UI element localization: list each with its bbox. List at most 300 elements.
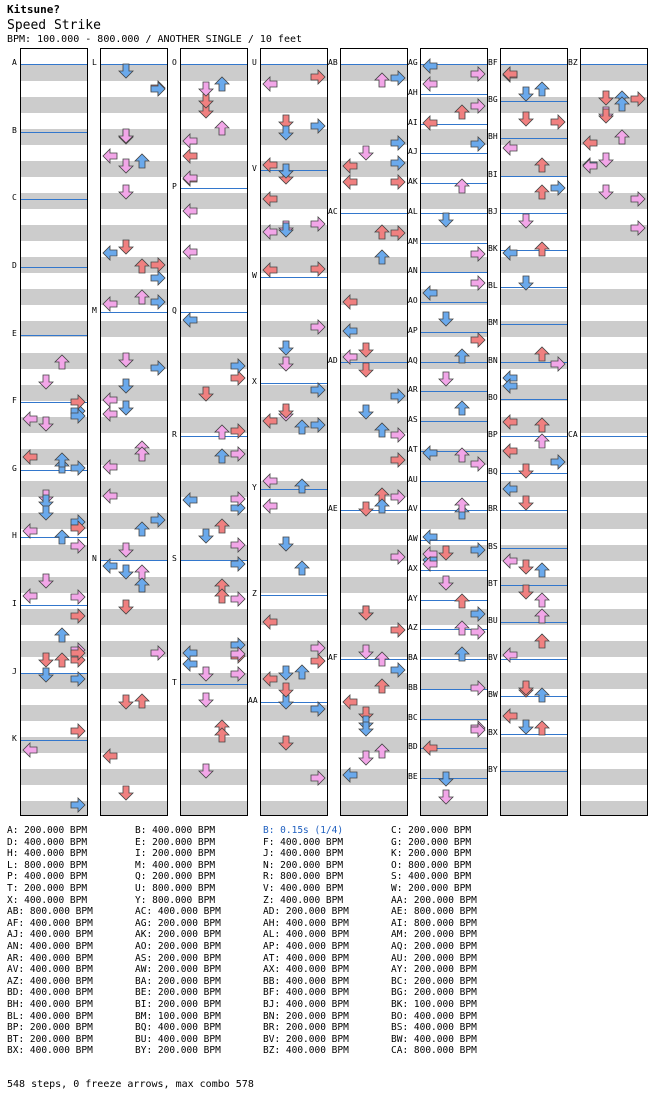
bpm-marker-label: P [172,182,177,191]
arrow-right-icon [230,556,246,572]
beat-band [21,225,87,241]
arrow-down-icon [358,605,374,621]
bpm-entry: AS: 200.000 BPM [135,952,221,964]
arrow-down-icon [438,311,454,327]
beat-band [101,129,167,145]
bpm-marker-label: BP [488,430,498,439]
arrow-right-icon [70,589,86,605]
bpm-entry: BS: 400.000 BPM [391,1022,477,1034]
arrow-left-icon [102,406,118,422]
arrow-up-icon [214,448,230,464]
bpm-marker-label: AW [408,534,418,543]
arrow-down-icon [278,536,294,552]
arrow-right-icon [470,680,486,696]
arrow-up-icon [134,577,150,593]
arrow-down-icon [118,352,134,368]
beat-band [581,769,647,785]
bpm-entry: AJ: 400.000 BPM [7,929,93,941]
arrow-up-icon [54,627,70,643]
arrow-left-icon [582,135,598,151]
bpm-entry: BY: 200.000 BPM [135,1045,221,1057]
bpm-entry: AG: 200.000 BPM [135,917,221,929]
bpm-entry: BM: 100.000 BPM [135,1010,221,1022]
beat-band [581,641,647,657]
bpm-entry: AV: 400.000 BPM [7,964,93,976]
beat-band [181,801,247,816]
bpm-marker-label: W [252,271,257,280]
beat-band [341,97,407,113]
chart-column [260,48,328,816]
bpm-marker-label: AZ [408,623,418,632]
beat-band [261,737,327,753]
arrow-right-icon [470,542,486,558]
arrow-left-icon [182,645,198,661]
bpm-marker-label: BJ [488,207,498,216]
bpm-entry: AH: 400.000 BPM [263,917,349,929]
bpm-change-line [501,510,567,511]
arrow-down-icon [198,692,214,708]
bpm-entry: BO: 400.000 BPM [391,1010,477,1022]
beat-band [421,385,487,401]
bpm-marker-label: O [172,58,177,67]
arrow-right-icon [390,452,406,468]
bpm-entry: AD: 200.000 BPM [263,906,349,918]
beat-band [421,193,487,209]
bpm-entry: BQ: 400.000 BPM [135,1022,221,1034]
arrow-left-icon [22,411,38,427]
beat-band [21,193,87,209]
arrow-up-icon [454,497,470,513]
arrow-up-icon [534,433,550,449]
arrow-down-icon [278,340,294,356]
bpm-entry: AY: 200.000 BPM [391,964,477,976]
beat-band [581,801,647,816]
bpm-change-line [21,199,87,200]
bpm-entry: BT: 200.000 BPM [7,1033,93,1045]
beat-band [21,161,87,177]
bpm-marker-label: G [12,464,17,473]
bpm-change-line [181,188,247,189]
bpm-marker-label: BS [488,542,498,551]
bpm-change-line [421,153,487,154]
arrow-left-icon [262,473,278,489]
bpm-marker-label: J [12,667,17,676]
beat-band [341,577,407,593]
beat-band [581,481,647,497]
bpm-change-line [501,213,567,214]
arrow-down-icon [438,575,454,591]
arrow-left-icon [102,296,118,312]
bpm-marker-label: AA [248,696,258,705]
beat-band [581,321,647,337]
chart-column [100,48,168,816]
beat-band [101,321,167,337]
arrow-up-icon [134,258,150,274]
arrow-left-icon [182,148,198,164]
arrow-left-icon [342,174,358,190]
bpm-marker-label: AQ [408,356,418,365]
arrow-down-icon [278,665,294,681]
arrow-up-icon [454,348,470,364]
arrow-right-icon [470,136,486,152]
song-title: Kitsune? [7,3,60,16]
arrow-right-icon [150,294,166,310]
bpm-marker-label: AN [408,266,418,275]
arrow-up-icon [294,664,310,680]
arrow-right-icon [150,512,166,528]
beat-band [261,353,327,369]
bpm-entry: AR: 400.000 BPM [7,952,93,964]
arrow-up-icon [374,422,390,438]
bpm-entry: F: 400.000 BPM [263,836,344,848]
arrow-down-icon [118,400,134,416]
arrow-left-icon [182,312,198,328]
arrow-up-icon [294,419,310,435]
arrow-right-icon [70,538,86,554]
arrow-left-icon [422,556,438,572]
bpm-change-line [421,302,487,303]
bpm-entry: P: 400.000 BPM [7,871,88,883]
bpm-change-line [501,64,567,65]
arrow-down-icon [438,545,454,561]
arrow-down-icon [518,86,534,102]
arrow-up-icon [374,249,390,265]
bpm-entry: AT: 400.000 BPM [263,952,349,964]
arrow-right-icon [310,319,326,335]
arrow-up-icon [134,289,150,305]
arrow-up-icon [534,633,550,649]
bpm-marker-label: AX [408,564,418,573]
beat-band [21,65,87,81]
bpm-change-line [181,684,247,685]
bpm-marker-label: Y [252,483,257,492]
arrow-right-icon [470,98,486,114]
arrow-up-icon [454,620,470,636]
bpm-marker-label: BC [408,713,418,722]
arrow-down-icon [518,719,534,735]
bpm-entry: D: 400.000 BPM [7,836,88,848]
bpm-entry: K: 200.000 BPM [391,848,472,860]
bpm-marker-label: BZ [568,58,578,67]
arrow-left-icon [102,245,118,261]
arrow-down-icon [278,125,294,141]
bpm-change-line [501,138,567,139]
arrow-up-icon [374,498,390,514]
bpm-entry: N: 200.000 BPM [263,859,344,871]
arrow-up-icon [214,424,230,440]
beat-band [581,705,647,721]
beat-band [261,449,327,465]
arrow-up-icon [534,81,550,97]
chart-column [500,48,568,816]
bpm-marker-label: AD [328,356,338,365]
arrow-down-icon [598,152,614,168]
arrow-left-icon [342,694,358,710]
bpm-change-line [21,267,87,268]
beat-band [261,513,327,529]
bpm-entry: BZ: 400.000 BPM [263,1045,349,1057]
bpm-entry: M: 400.000 BPM [135,859,216,871]
arrow-down-icon [278,163,294,179]
arrow-up-icon [214,76,230,92]
bpm-entry: BV: 200.000 BPM [263,1033,349,1045]
arrow-right-icon [390,549,406,565]
arrow-down-icon [118,158,134,174]
bpm-marker-label: BN [488,356,498,365]
beat-band [261,801,327,816]
bpm-marker-label: AT [408,445,418,454]
arrow-up-icon [294,478,310,494]
bpm-entry: BA: 200.000 BPM [135,975,221,987]
arrow-left-icon [262,157,278,173]
bpm-marker-label: C [12,193,17,202]
arrow-left-icon [502,481,518,497]
beat-band [501,289,567,305]
arrow-left-icon [262,76,278,92]
beat-band [421,577,487,593]
bpm-change-line [101,64,167,65]
bpm-entry: BX: 400.000 BPM [7,1045,93,1057]
arrow-up-icon [214,727,230,743]
arrow-right-icon [70,520,86,536]
arrow-down-icon [278,735,294,751]
arrow-left-icon [102,558,118,574]
bpm-marker-label: AG [408,58,418,67]
arrow-down-icon [518,213,534,229]
bpm-marker-label: S [172,554,177,563]
arrow-right-icon [630,191,646,207]
arrow-up-icon [454,400,470,416]
arrow-right-icon [70,645,86,661]
arrow-up-icon [534,346,550,362]
bpm-marker-label: BK [488,244,498,253]
beat-band [261,289,327,305]
beat-band [101,65,167,81]
arrow-left-icon [342,158,358,174]
arrow-left-icon [502,553,518,569]
arrow-up-icon [454,593,470,609]
bpm-marker-label: AM [408,237,418,246]
arrow-left-icon [342,349,358,365]
chart-column [20,48,88,816]
beat-band [181,609,247,625]
arrow-right-icon [550,114,566,130]
arrow-down-icon [358,404,374,420]
arrow-up-icon [454,447,470,463]
beat-band [501,225,567,241]
bpm-entry: BR: 200.000 BPM [263,1022,349,1034]
arrow-up-icon [534,184,550,200]
bpm-marker-label: I [12,599,17,608]
arrow-left-icon [22,588,38,604]
beat-band [181,769,247,785]
bpm-marker-label: BA [408,653,418,662]
bpm-marker-label: AV [408,504,418,513]
arrow-down-icon [358,362,374,378]
arrow-right-icon [310,653,326,669]
bpm-entry: AU: 200.000 BPM [391,952,477,964]
bpm-entry: A: 200.000 BPM [7,825,88,836]
arrow-down-icon [518,680,534,696]
beat-band [581,289,647,305]
arrow-down-icon [118,378,134,394]
arrow-right-icon [470,246,486,262]
arrow-up-icon [374,224,390,240]
arrow-left-icon [262,671,278,687]
bpm-entry: S: 400.000 BPM [391,871,472,883]
beat-band [341,801,407,816]
bpm-change-line [501,324,567,325]
bpm-marker-label: E [12,329,17,338]
bpm-change-line [421,94,487,95]
arrow-up-icon [134,693,150,709]
bpm-change-line [21,64,87,65]
chart-column [340,48,408,816]
bpm-change-line [581,436,647,437]
beat-band [501,513,567,529]
bpm-change-line [421,243,487,244]
arrow-left-icon [102,148,118,164]
arrow-right-icon [550,356,566,372]
beat-band [101,769,167,785]
arrow-right-icon [470,624,486,640]
beat-band [261,545,327,561]
arrow-left-icon [22,742,38,758]
arrow-right-icon [310,382,326,398]
bpm-change-line [21,335,87,336]
beat-band [181,385,247,401]
arrow-up-icon [54,652,70,668]
arrow-down-icon [118,542,134,558]
bpm-marker-label: H [12,531,17,540]
beat-band [261,97,327,113]
bpm-marker-label: R [172,430,177,439]
arrow-down-icon [118,785,134,801]
arrow-down-icon [518,111,534,127]
bpm-marker-label: AR [408,385,418,394]
arrow-left-icon [262,262,278,278]
bpm-change-line [421,421,487,422]
bpm-marker-label: AU [408,475,418,484]
step-summary: 548 steps, 0 freeze arrows, max combo 578 [7,1079,254,1090]
bpm-marker-label: U [252,58,257,67]
arrow-down-icon [118,128,134,144]
arrow-down-icon [118,63,134,79]
arrow-down-icon [278,356,294,372]
arrow-up-icon [374,651,390,667]
arrow-left-icon [502,647,518,663]
arrow-up-icon [614,96,630,112]
bpm-change-line [261,595,327,596]
bpm-entry: AO: 200.000 BPM [135,941,221,952]
arrow-right-icon [310,118,326,134]
bpm-entry: R: 800.000 BPM [263,871,344,883]
arrow-left-icon [422,115,438,131]
arrow-left-icon [422,58,438,74]
arrow-left-icon [342,323,358,339]
arrow-down-icon [358,721,374,737]
bpm-entry: J: 400.000 BPM [263,848,344,860]
bpm-entry: AW: 200.000 BPM [135,964,221,976]
arrow-up-icon [534,720,550,736]
bpm-entry: U: 800.000 BPM [135,883,216,894]
arrow-up-icon [454,178,470,194]
beat-band [581,353,647,369]
arrow-left-icon [502,708,518,724]
beat-band [581,513,647,529]
arrow-right-icon [390,225,406,241]
arrow-left-icon [422,285,438,301]
arrow-left-icon [502,443,518,459]
bpm-marker-label: BT [488,579,498,588]
arrow-left-icon [22,449,38,465]
arrow-left-icon [422,740,438,756]
bpm-change-line [501,548,567,549]
beat-band [101,673,167,689]
bpm-change-line [501,287,567,288]
bpm-change-line [421,778,487,779]
bpm-entry: BJ: 400.000 BPM [263,999,349,1010]
beat-band [581,257,647,273]
arrow-up-icon [134,521,150,537]
arrow-right-icon [470,606,486,622]
beat-band [421,481,487,497]
arrow-left-icon [182,133,198,149]
arrow-left-icon [342,767,358,783]
beat-band [21,769,87,785]
bpm-marker-label: AB [328,58,338,67]
bpm-entry: Z: 400.000 BPM [263,894,344,906]
arrow-left-icon [342,294,358,310]
arrow-down-icon [438,771,454,787]
arrow-down-icon [358,145,374,161]
bpm-entry: V: 400.000 BPM [263,883,344,894]
arrow-down-icon [198,763,214,779]
bpm-entry: Q: 200.000 BPM [135,871,216,883]
arrow-right-icon [390,174,406,190]
arrow-up-icon [54,452,70,468]
bpm-change-line [421,481,487,482]
arrow-up-icon [454,104,470,120]
bpm-marker-label: BQ [488,467,498,476]
bpm-change-line [21,605,87,606]
arrow-right-icon [310,701,326,717]
bpm-entry: AM: 200.000 BPM [391,929,477,941]
arrow-right-icon [310,216,326,232]
bpm-entry: AI: 800.000 BPM [391,917,477,929]
bpm-marker-label: V [252,164,257,173]
arrow-left-icon [422,529,438,545]
bpm-entry: AZ: 400.000 BPM [7,975,93,987]
arrow-right-icon [310,417,326,433]
bpm-entry: BP: 200.000 BPM [7,1022,93,1034]
bpm-entry: BI: 200.000 BPM [135,999,221,1010]
arrow-down-icon [118,184,134,200]
arrow-right-icon [70,723,86,739]
bpm-entry: I: 200.000 BPM [135,848,216,860]
beat-band [101,801,167,816]
arrow-right-icon [390,388,406,404]
bpm-entry: E: 200.000 BPM [135,836,216,848]
bpm-entry: BN: 200.000 BPM [263,1010,349,1022]
beat-band [421,225,487,241]
bpm-change-line [421,213,487,214]
beat-band [21,289,87,305]
bpm-entry: Y: 800.000 BPM [135,894,216,906]
beat-band [181,225,247,241]
bpm-change-line [421,391,487,392]
arrow-right-icon [550,454,566,470]
